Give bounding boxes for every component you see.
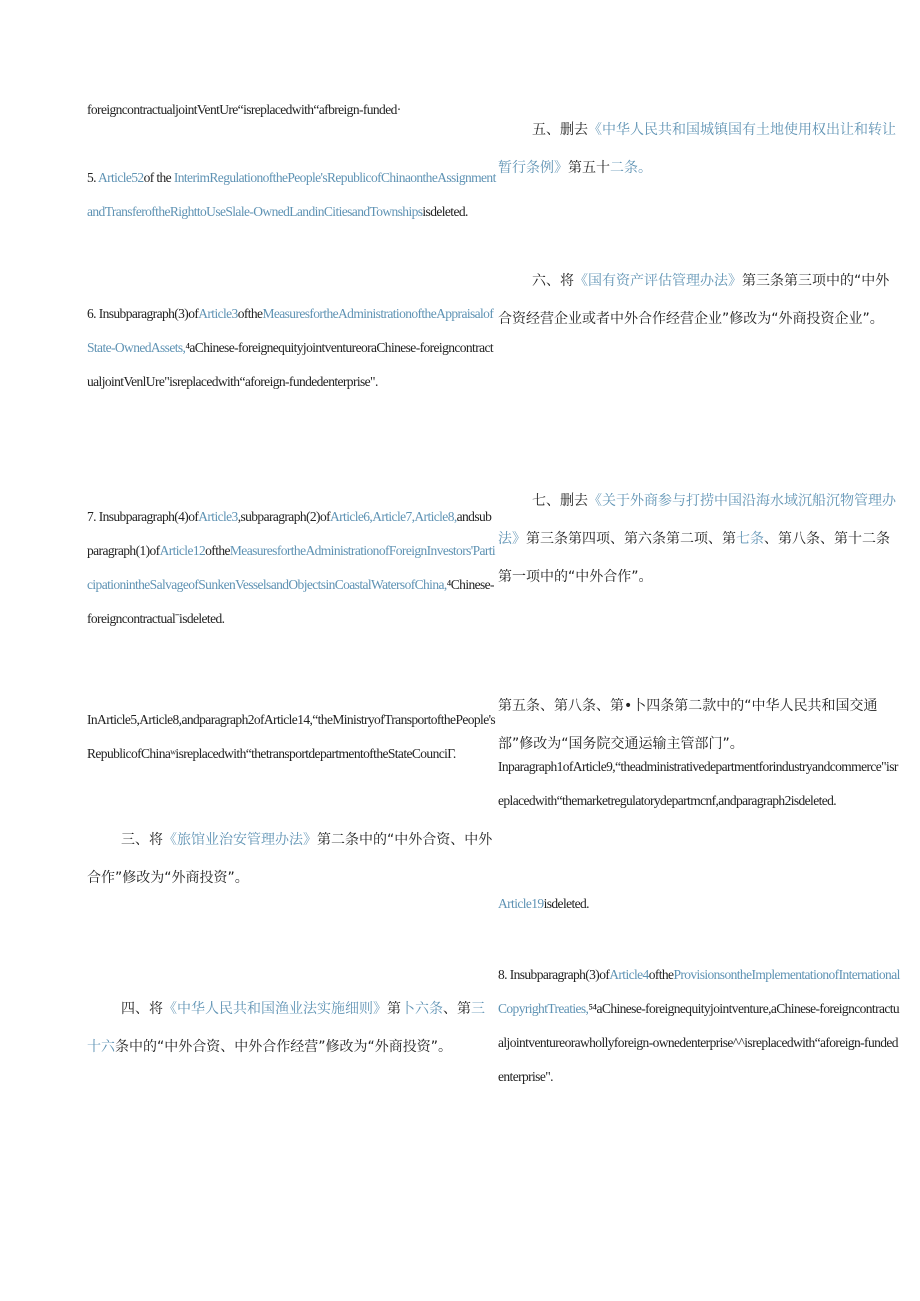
- article-reference[interactable]: 卜六条: [401, 1001, 443, 1017]
- article-reference[interactable]: Article52: [97, 170, 144, 185]
- article-reference[interactable]: Article4: [609, 967, 649, 982]
- right-para-article19: Article19isdeleted.: [498, 896, 589, 911]
- regulation-title-link[interactable]: 《中华人民共和国城镇国有土地使用权出让和转让暂行条例》: [498, 122, 896, 176]
- right-para-qi: 七、删去《关于外商参与打捞中国沿海水域沉船沉物管理办法》第三条第四项、第六条第二项、第七条、第八条、第十二条第一项中的“中外合作”。: [498, 493, 896, 585]
- regulation-title-link[interactable]: 《中华人民共和国渔业法实施细则》: [163, 1001, 387, 1017]
- left-para-5: 5. Article52of the InterimRegulationofthePeople'sRepublicofChinaontheAssignmentandTransferoftheRighttoUseSlale-OwnedLandinCitiesandTownshipsisdeleted.: [87, 170, 496, 219]
- left-para-si: 四、将《中华人民共和国渔业法实施细则》第卜六条、第三十六条中的“中外合资、中外合作经营”修改为“外商投资”。: [87, 1001, 485, 1055]
- article-reference[interactable]: 七条: [736, 531, 764, 547]
- regulation-title-link[interactable]: 《关于外商参与打捞中国沿海水域沉船沉物管理办法》: [498, 493, 896, 547]
- left-para-7: 7. Insubparagraph(4)ofArticle3,subparagraph(2)ofArticle6,Article7,Article8,andsubparagraph(1)ofArticle12oftheMeasuresfortheAdministrationofForeignInvestors'ParticipationintheSalvageofSunkenVesselsandObjectsinCoastalWatersofChina,⁴Chinese-foreigncontractualˉisdeleted.: [87, 509, 496, 626]
- regulation-title-link[interactable]: InterimRegulationofthePeople'sRepublicofChinaontheAssignmentandTransferoftheRighttoUseSlale-OwnedLandinCitiesandTownships: [87, 170, 496, 219]
- right-para-liu: 六、将《国有资产评估管理办法》第三条第三项中的“中外合资经营企业或者中外合作经营企业”修改为“外商投资企业”。: [498, 273, 890, 327]
- left-para-6: 6. Insubparagraph(3)ofArticle3oftheMeasuresfortheAdministrationoftheAppraisalofState-OwnedAssets,⁴aChinese-foreignequityjointventureoraChinese-foreigncontractualjointVenlUre"isreplacedwith“aforeign-fundedenterprise".: [87, 306, 494, 389]
- article-reference[interactable]: 二条。: [610, 160, 652, 176]
- left-para-0: foreigncontractualjointVentUre“isreplacedwith“afbreign-funded·: [87, 102, 401, 117]
- left-para-san: 三、将《旅馆业治安管理办法》第二条中的“中外合资、中外合作”修改为“外商投资”。: [87, 832, 493, 886]
- right-para-8: 8. Insubparagraph(3)ofArticle4oftheProvisionsontheImplementationofInternationalCopyrightTreaties,⁵⁴aChinese-foreignequityjointventure,aChinese-foreigncontractualjointventureorawhollyforeign-ownedenterprise^^isreplacedwith“aforeign-fundedenterprise".: [498, 967, 900, 1084]
- right-para-article9: Inparagraph1ofArticle9,“theadministrativedepartmentforindustryandcommerce"isreplacedwith“themarketregulatorydepartmcnf,andparagraph2isdeleted.: [498, 759, 898, 808]
- regulation-title-link[interactable]: 《旅馆业治安管理办法》: [163, 832, 317, 848]
- article-reference[interactable]: Article6,Article7,Article8,: [330, 509, 457, 524]
- regulation-title-link[interactable]: MeasuresfortheAdministrationoftheAppraisalofState-OwnedAssets,: [87, 306, 494, 355]
- article-reference[interactable]: Article3: [198, 306, 238, 321]
- right-para-wu: 五、删去《中华人民共和国城镇国有土地使用权出让和转让暂行条例》第五十二条。: [498, 122, 896, 176]
- left-para-amend: InArticle5,Article8,andparagraph2ofArticle14,“theMinistryofTransportofthePeople'sRepublicofChinaʷisreplacedwith“thetransportdepartmentoftheStateCounciΓ.: [87, 712, 496, 761]
- article-reference[interactable]: Article3: [198, 509, 238, 524]
- article-reference[interactable]: Article12: [159, 543, 206, 558]
- regulation-title-link[interactable]: ProvisionsontheImplementationofInternationalCopyrightTreaties,: [498, 967, 900, 1016]
- right-para-transport: 第五条、第八条、第•卜四条第二款中的“中华人民共和国交通部”修改为“国务院交通运输主管部门”。: [498, 698, 878, 752]
- article-reference[interactable]: 三十六: [87, 1001, 485, 1055]
- regulation-title-link[interactable]: 《国有资产评估管理办法》: [574, 273, 742, 289]
- article-reference[interactable]: Article19: [498, 896, 544, 911]
- regulation-title-link[interactable]: MeasuresfortheAdministrationofForeignInvestors'ParticipationintheSalvageofSunkenVesselsandObjectsinCoastalWatersofChina,: [87, 543, 496, 592]
